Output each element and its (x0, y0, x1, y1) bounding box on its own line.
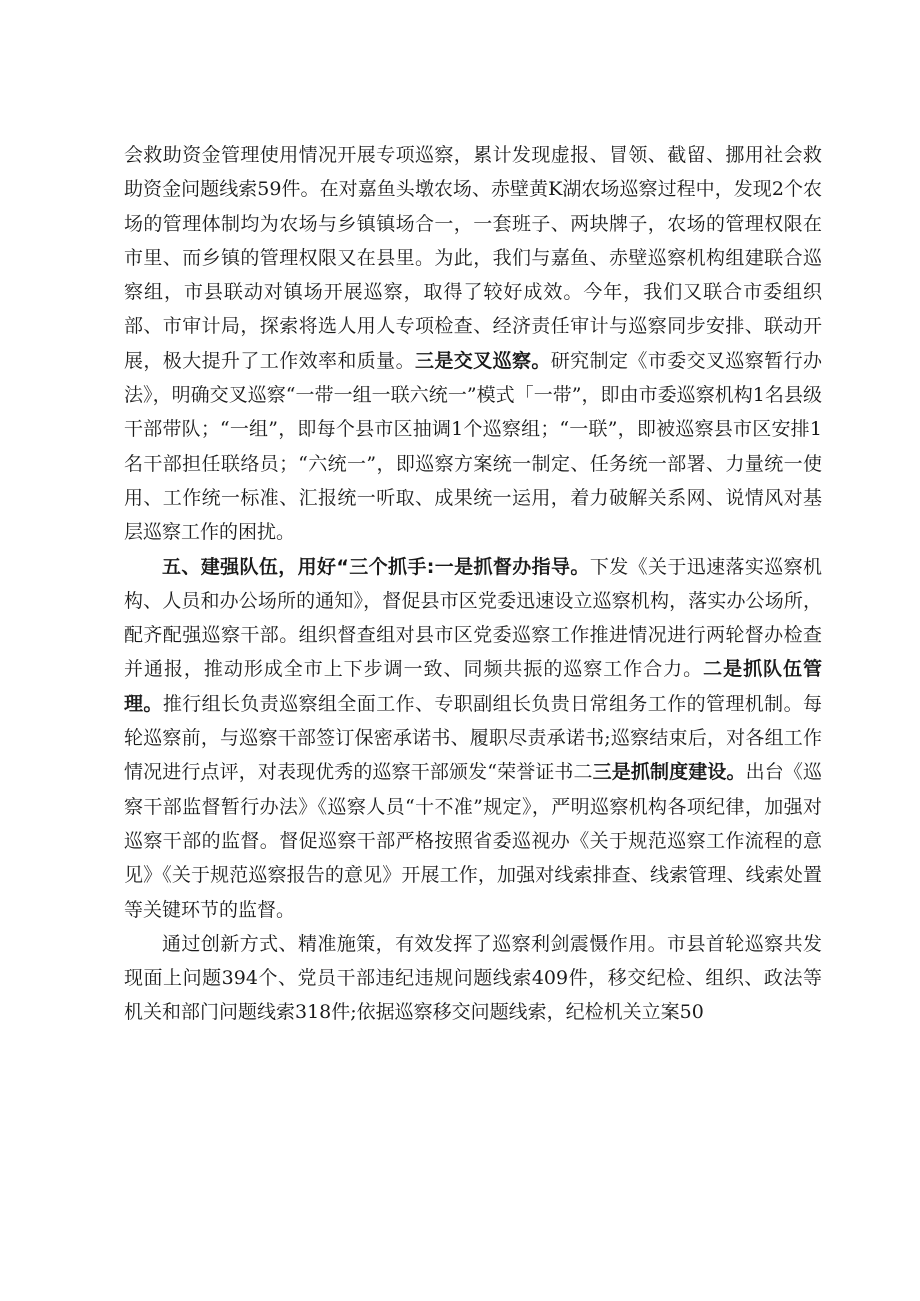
text-span: 通过创新方式、精准施策，有效发挥了巡察利剑震慑作用。市县首轮巡察共发现面上问题394个、党员干部违纪违规问题线索409件，移交纪检、组织、政法等机关和部门问题线索318件;依据巡察移交问题线索，纪检机关立案50 (124, 932, 822, 1024)
paragraph-team-building (124, 550, 822, 927)
document-page (124, 138, 822, 1030)
bold-heading-section-five: 五、建强队伍，用好“三个抓手:一是抓督办指导。 (162, 555, 590, 578)
bold-heading-institution-building: 三是抓制度建设。 (592, 761, 746, 784)
text-span: 会救助资金管理使用情况开展专项巡察，累计发现虚报、冒领、截留、挪用社会救助资金问题线索59件。在对嘉鱼头墩农场、赤壁黄K湖农场巡察过程中，发现2个农场的管理体制均为农场与乡镇镇场合一，一套班子、两块牌子，农场的管理权限在市里、而乡镇的管理权限又在县里。为此，我们与嘉鱼、赤壁巡察机构组建联合巡察组，市县联动对镇场开展巡察，取得了较好成效。今年，我们又联合市委组织部、市审计局，探索将选人用人专项检查、经济责任审计与巡察同步安排、联动开展，极大提升了工作效率和质量。 (124, 144, 822, 372)
text-span: 推行组长负责巡察组全面工作、专职副组长负贵日常组务工作的管理机制。每轮巡察前，与巡察干部签订保密承诺书、履职尽责承诺书;巡察结束后，对各组工作情况进行点评，对表现优秀的巡察干部颁发“荣誉证书二 (124, 692, 822, 784)
text-span: 出台《巡察干部监督暂行办法》《巡察人员“十不准”规定》，严明巡察机构各项纪律，加强对巡察干部的监督。督促巡察干部严格按照省委巡视办《关于规范巡察工作流程的意见》《关于规范巡察报告的意见》开展工作，加强对线索排查、线索管理、线索处置等关键环节的监督。 (124, 761, 822, 921)
paragraph-results (124, 927, 822, 1030)
bold-heading-cross-inspection: 三是交叉巡察。 (414, 349, 551, 372)
text-span: 下发《关于迅速落实巡察机构、人员和办公场所的通知》，督促县市区党委迅速设立巡察机构，落实办公场所，配齐配强巡察干部。组织督查组对县市区党委巡察工作推进情况进行两轮督办检查并通报，推动形成全市上下步调一致、同频共振的巡察工作合力。 (124, 555, 822, 681)
bold-heading-team-management: 二是抓队伍管理。 (124, 658, 822, 715)
text-span: 研究制定《市委交叉巡察暂行办法》，明确交叉巡察“一带一组一联六统一”模式「一带”，即由市委巡察机构1名县级干部带队；“一组”，即每个县市区抽调1个巡察组；“一联”，即被巡察县市区安排1名干部担任联络员；“六统一”，即巡察方案统一制定、任务统一部署、力量统一使用、工作统一标准、汇报统一听取、成果统一运用，着力破解关系网、说情风对基层巡察工作的困扰。 (124, 349, 822, 544)
paragraph-inspection-methods (124, 138, 822, 550)
